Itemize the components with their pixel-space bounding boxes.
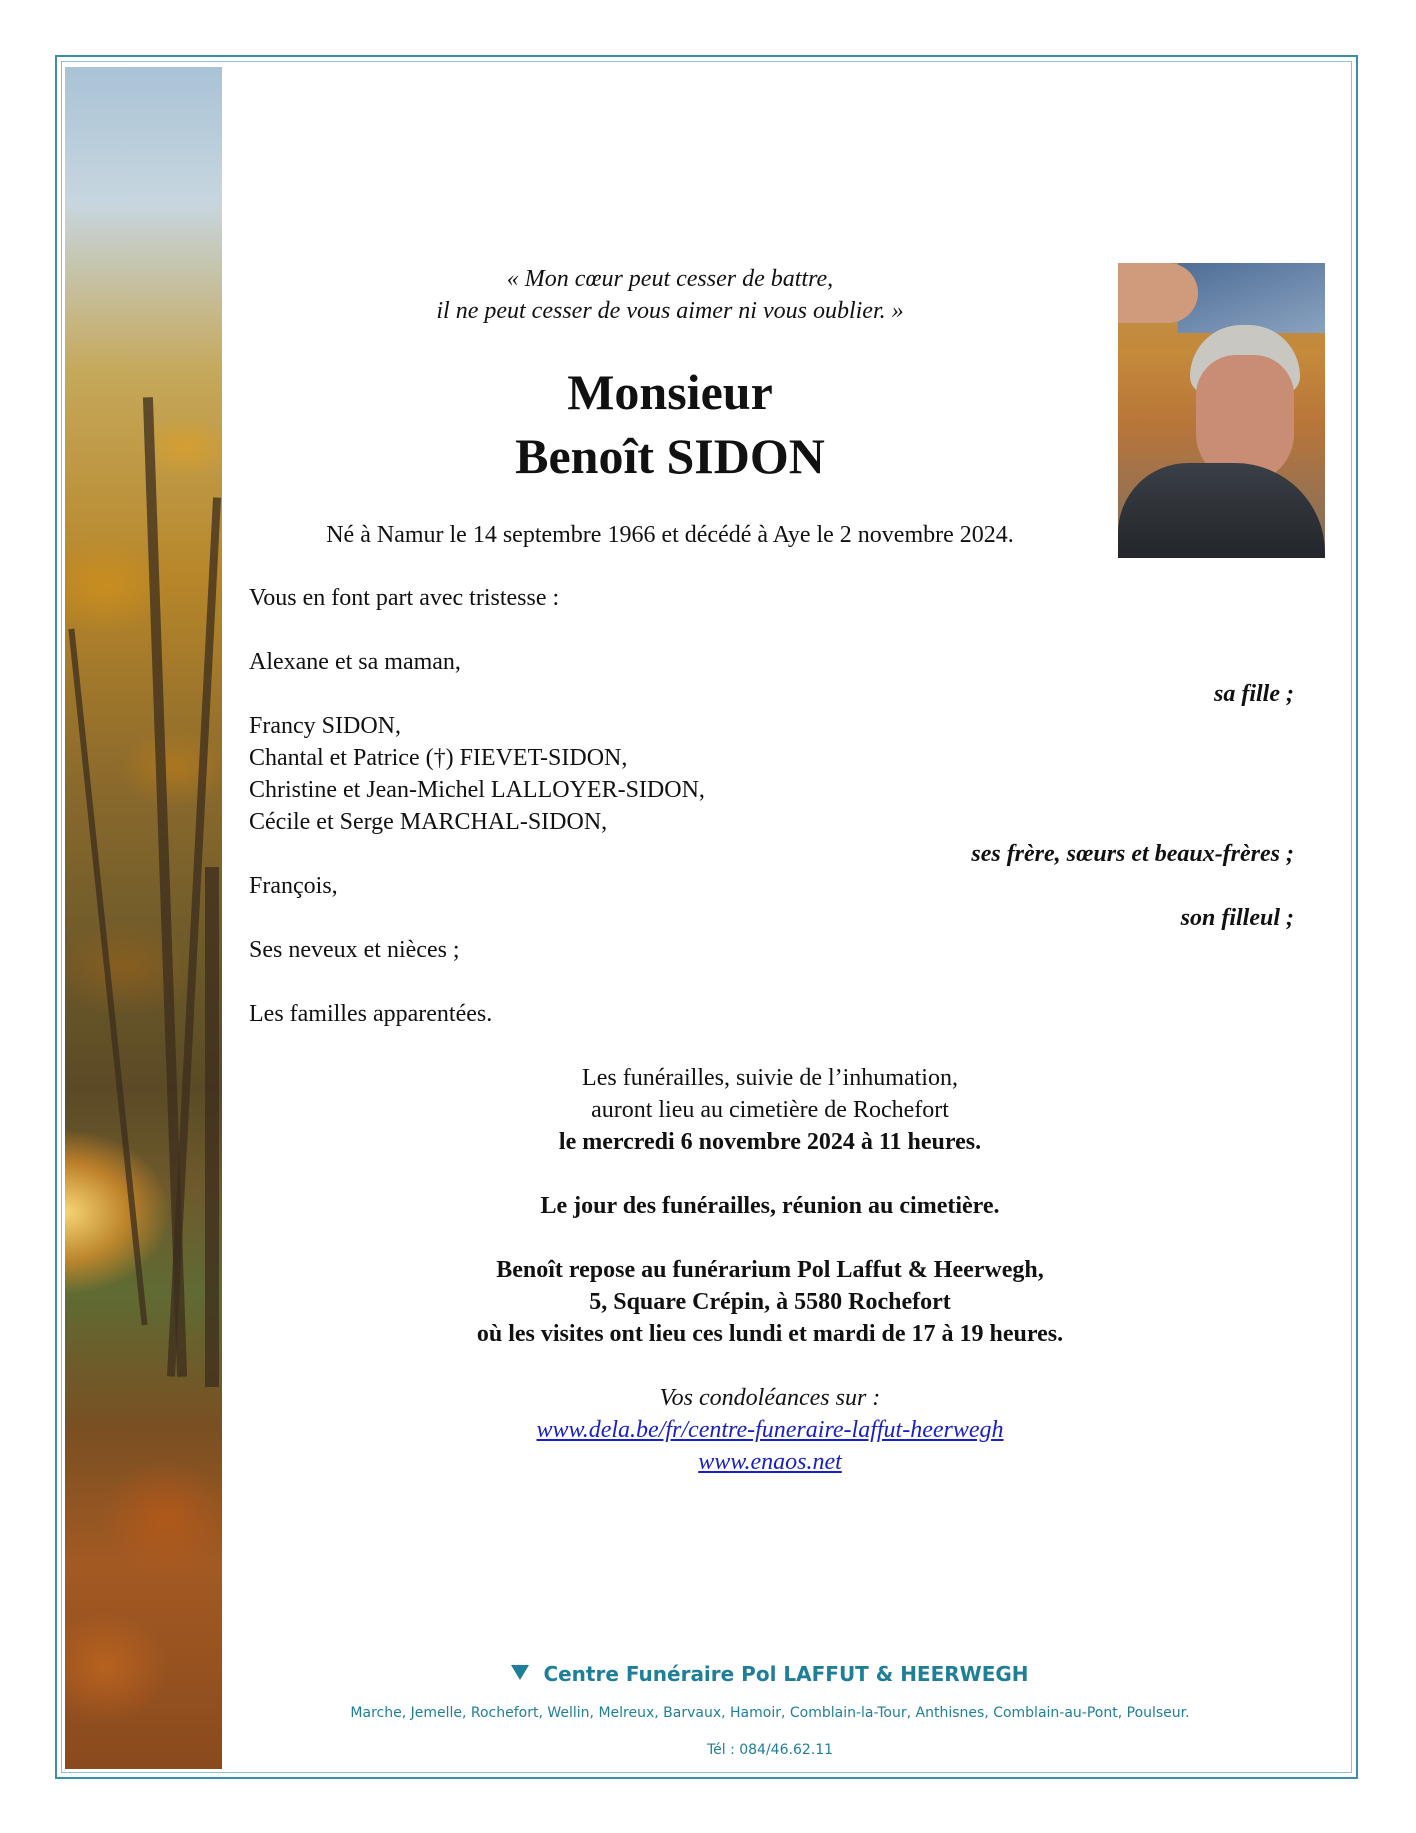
deceased-name: Benoît SIDON (515, 428, 825, 484)
family-sibling: Christine et Jean-Michel LALLOYER-SIDON, (249, 777, 705, 803)
intro-line: Vous en font part avec tristesse : (249, 585, 560, 611)
family-sibling: Cécile et Serge MARCHAL-SIDON, (249, 809, 608, 835)
deceased-name-block (250, 360, 1090, 488)
triangle-down-icon (511, 1665, 529, 1680)
birth-death-line: Né à Namur le 14 septembre 1966 et décédé à Aye le 2 novembre 2024. (326, 522, 1014, 548)
condolences-block (250, 1382, 1290, 1478)
repose-line-3: où les visites ont lieu ces lundi et mardi de 17 à 19 heures. (476, 1321, 1064, 1347)
condolences-label: Vos condoléances sur : (659, 1385, 881, 1411)
family-godson: François, (249, 873, 338, 899)
funeral-line-1: Les funérailles, suivie de l’inhumation, (582, 1065, 958, 1091)
condolences-link-dela[interactable]: www.dela.be/fr/centre-funeraire-laffut-heerwegh (536, 1417, 1004, 1443)
repose-line-1: Benoît repose au funérarium Pol Laffut & Heerwegh, (496, 1257, 1044, 1283)
repose-line-2: 5, Square Crépin, à 5580 Rochefort (589, 1289, 951, 1315)
funeral-home-phone: Tél : 084/46.62.11 (706, 1742, 834, 1758)
portrait-photo (1118, 263, 1325, 558)
funeral-line-2: auront lieu au cimetière de Rochefort (591, 1097, 949, 1123)
family-godson-role: son filleul ; (1180, 905, 1294, 931)
quote-line-2: il ne peut cesser de vous aimer ni vous oublier. » (436, 298, 904, 324)
family-sibling: Chantal et Patrice (†) FIEVET-SIDON, (249, 745, 628, 771)
condolences-link-enaos[interactable]: www.enaos.net (698, 1449, 842, 1475)
quote-line-1: « Mon cœur peut cesser de battre, (506, 266, 834, 292)
funeral-date: le mercredi 6 novembre 2024 à 11 heures. (558, 1129, 982, 1155)
funeral-meeting: Le jour des funérailles, réunion au cimetière. (540, 1193, 1000, 1219)
family-daughter-role: sa fille ; (1214, 681, 1294, 707)
funeral-home-name (250, 1662, 1290, 1686)
family-sibling: Francy SIDON, (249, 713, 401, 739)
family-nephews: Ses neveux et nièces ; (249, 937, 460, 963)
family-daughter: Alexane et sa maman, (249, 649, 461, 675)
funeral-home-label: Centre Funéraire Pol LAFFUT & HEERWEGH (543, 1662, 1029, 1686)
autumn-tree-image (65, 67, 222, 1769)
honorific: Monsieur (567, 364, 773, 420)
family-siblings-role: ses frère, sœurs et beaux-frères ; (971, 841, 1294, 867)
funerarium-info (250, 1254, 1290, 1350)
funeral-info (250, 1062, 1290, 1158)
family-relatives: Les familles apparentées. (249, 1001, 493, 1027)
epitaph-quote (250, 263, 1090, 327)
funeral-home-towns: Marche, Jemelle, Rochefort, Wellin, Melreux, Barvaux, Hamoir, Comblain-la-Tour, Anthisnes, Comblain-au-Pont, Poulseur. (350, 1705, 1190, 1721)
